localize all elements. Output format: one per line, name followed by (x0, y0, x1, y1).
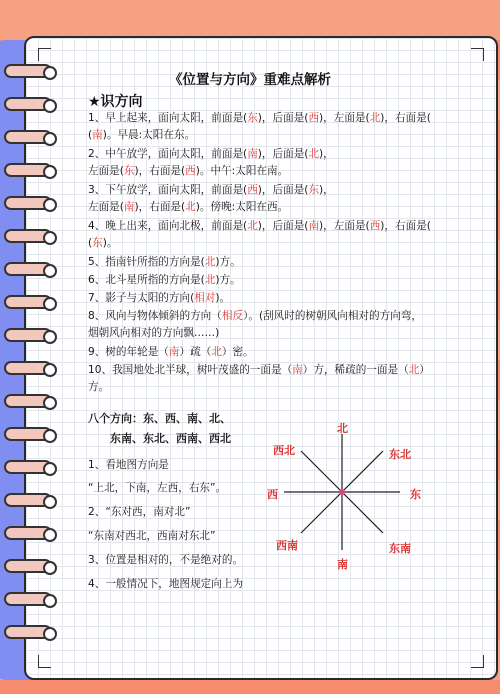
binder-ring (4, 163, 52, 177)
answer: 北 (408, 364, 420, 376)
item-text: )，后面是( (257, 184, 309, 196)
note-line: 1、看地图方向是 (88, 459, 169, 471)
item-text: )，右面是( (134, 201, 186, 213)
corner-mark (471, 655, 484, 668)
item-text: 左面是( (88, 201, 124, 213)
binder-ring (4, 262, 52, 276)
item-text: 2、中午放学，面向太阳，前面是( (88, 148, 248, 160)
item-text: 1、早上起来，面向太阳，前面是( (88, 112, 248, 124)
binder-ring (4, 97, 52, 111)
note-line: “上北，下南，左西，右东”。 (88, 482, 227, 494)
binder-ring (4, 493, 52, 507)
answer: 西 (308, 112, 320, 124)
note-line: “东南对西北，西南对东北” (88, 530, 216, 542)
answer: 南 (292, 364, 303, 376)
item-text: )，后面是( (257, 112, 309, 124)
answer: 西 (185, 165, 196, 177)
item-text: ）密。 (221, 346, 254, 358)
item-text: 7、影子与太阳的方向( (88, 292, 195, 304)
item-text: 10、我国地处北半球，树叶茂盛的一面是（ (88, 364, 293, 376)
list-item (88, 147, 334, 161)
item-text: )，右面是( (380, 220, 431, 232)
answer: 北 (211, 346, 222, 358)
compass-east-label: 东 (410, 488, 421, 501)
item-text: 6、北斗星所指的方向是( (88, 274, 205, 286)
binder-ring (4, 229, 52, 243)
compass-south-label: 南 (337, 558, 348, 571)
compass-southeast-label: 东南 (389, 542, 411, 555)
item-text: 左面是( (88, 165, 124, 177)
note-line: 3、位置是相对的，不是绝对的。 (88, 554, 244, 566)
list-item (88, 345, 254, 359)
item-text: )，后面是( (257, 220, 309, 232)
answer: 西 (247, 184, 258, 196)
list-item (88, 273, 241, 287)
item-text: )，后面是( (257, 148, 309, 160)
item-text: ） (419, 364, 430, 376)
answer: 北 (185, 201, 196, 213)
binder-ring (4, 130, 52, 144)
item-text: )。早晨:太阳在东。 (102, 129, 196, 141)
item-text: )。 (215, 292, 231, 304)
bg-stripe (0, 0, 500, 40)
binder-ring (4, 328, 52, 342)
item-text: )。 (102, 237, 118, 249)
answer: 东 (92, 237, 103, 249)
answer: 南 (308, 220, 320, 232)
list-item (88, 309, 422, 323)
item-text: 3、下午放学，面向太阳，前面是( (88, 184, 248, 196)
answer: 相对 (194, 292, 216, 304)
item-text: )方。 (215, 274, 241, 286)
compass-southwest-label: 西南 (276, 539, 298, 552)
page-title: 《位置与方向》重难点解析 (169, 72, 331, 88)
answer: 北 (204, 274, 216, 286)
answer: 南 (247, 148, 258, 160)
corner-mark (38, 655, 51, 668)
list-item-continuation (88, 326, 219, 340)
item-text: )。中午:太阳在南。 (195, 165, 289, 177)
item-text: 烟朝风向相对的方向飘……) (88, 327, 220, 339)
item-text: 5、指南针所指的方向是( (88, 256, 205, 268)
list-item-continuation (88, 164, 288, 178)
compass-northwest-label: 西北 (273, 444, 295, 457)
binder-ring (4, 526, 52, 540)
answer: 南 (168, 346, 180, 358)
binder-ring (4, 427, 52, 441)
answer: 南 (92, 129, 103, 141)
binder-ring (4, 361, 52, 375)
answer: 西 (369, 220, 381, 232)
note-line: 2、“东对西，南对北” (88, 506, 191, 518)
item-text: )， (319, 184, 334, 196)
item-text: 4、晚上出来，面向北极，前面是( (88, 220, 248, 232)
list-item-continuation (88, 380, 109, 394)
item-text: )，左面是( (319, 220, 370, 232)
corner-mark (471, 48, 484, 61)
binder-ring (4, 295, 52, 309)
item-text: )， (319, 148, 334, 160)
answer: 南 (123, 201, 135, 213)
item-text: 8、风向与物体倾斜的方向（ (88, 310, 222, 322)
list-item (88, 291, 230, 305)
corner-mark (38, 48, 51, 61)
item-text: )方。 (215, 256, 241, 268)
list-item-continuation: (南)。早晨:太阳在东。 (88, 129, 196, 141)
item-text: ）疏（ (179, 346, 212, 358)
answer: 东 (123, 165, 135, 177)
section-heading: ★识方向 (88, 94, 143, 110)
binder-ring (4, 592, 52, 606)
list-item (88, 363, 430, 377)
item-text: ）方，稀疏的一面是（ (302, 364, 409, 376)
item-text: )。傍晚:太阳在西。 (195, 201, 289, 213)
binder-ring (4, 394, 52, 408)
list-item (88, 255, 241, 269)
answer: 北 (369, 112, 381, 124)
item-text: )，左面是( (319, 112, 370, 124)
list-item (88, 183, 334, 197)
list-item-continuation: (东)。 (88, 237, 118, 249)
item-text: 9、树的年轮是（ (88, 346, 169, 358)
binder-ring (4, 625, 52, 639)
binder-ring (4, 460, 52, 474)
list-item (88, 111, 431, 125)
item-text: ）。(刮风时的树朝风向相对的方向弯， (243, 310, 422, 322)
item-text: 方。 (88, 381, 110, 393)
answer: 东 (308, 184, 320, 196)
answer: 北 (308, 148, 320, 160)
item-text: )，右面是( (134, 165, 186, 177)
compass-west-label: 西 (267, 488, 278, 501)
list-item (88, 219, 431, 233)
item-text: )，右面是( (380, 112, 431, 124)
binder-ring (4, 196, 52, 210)
eight-directions-line1: 八个方向：东、西、南、北、 (88, 412, 231, 425)
list-item-continuation (88, 200, 288, 214)
answer: 相反 (221, 310, 244, 322)
answer: 东 (247, 112, 258, 124)
binder-ring (4, 559, 52, 573)
compass-north-label: 北 (337, 422, 348, 435)
answer: 北 (204, 256, 216, 268)
compass-center (339, 489, 345, 495)
compass-northeast-label: 东北 (389, 448, 411, 461)
answer: 北 (247, 220, 258, 232)
eight-directions-line2: 东南、东北、西南、西北 (110, 432, 231, 445)
note-line: 4、一般情况下，地图规定向上为 (88, 578, 244, 590)
